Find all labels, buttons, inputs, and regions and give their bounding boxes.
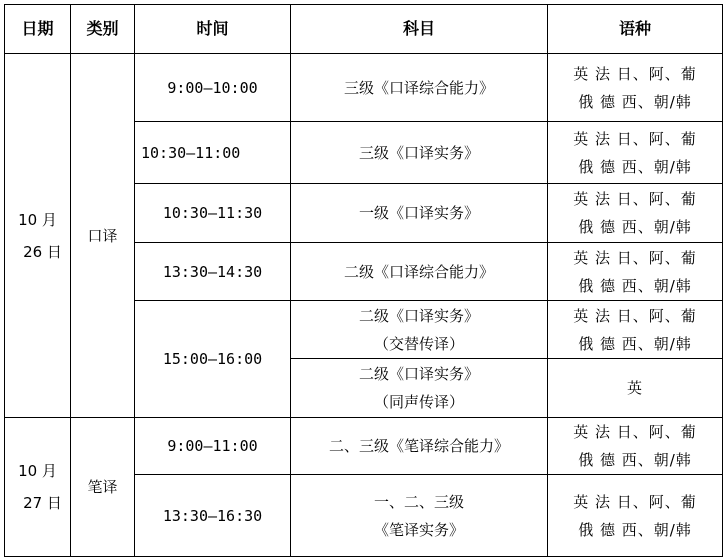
subject-cell xyxy=(291,301,548,359)
language-line: 英 法 日、阿、葡 xyxy=(573,248,697,267)
subject-cell xyxy=(291,54,548,122)
language-line: 英 法 日、阿、葡 xyxy=(573,492,697,511)
date-day: 27 日 xyxy=(23,494,62,512)
subject-note: （同声传译） xyxy=(373,393,464,411)
date-cell-oct-26 xyxy=(5,54,71,418)
subject-text: 一、二、三级 xyxy=(373,492,464,511)
subject-note: 《笔译实务》 xyxy=(373,520,464,539)
subject-text: 二级《口译综合能力》 xyxy=(343,262,494,281)
language-cell xyxy=(548,184,723,243)
date-day: 26 日 xyxy=(23,242,62,261)
subject-text: 二级《口译实务》 xyxy=(358,306,479,325)
table-row xyxy=(5,418,723,475)
time-cell: 9:00—10:00 xyxy=(135,54,291,122)
language-line: 俄 德 西、朝/韩 xyxy=(578,451,692,469)
time-cell: 15:00—16:00 xyxy=(135,301,291,418)
language-cell xyxy=(548,301,723,359)
language-cell xyxy=(548,475,723,557)
header-subject: 科目 xyxy=(291,5,548,54)
language-line: 英 xyxy=(626,379,643,397)
header-time: 时间 xyxy=(135,5,291,54)
subject-text: 三级《口译综合能力》 xyxy=(343,78,494,97)
time-cell: 10:30—11:00 xyxy=(135,122,291,184)
header-date: 日期 xyxy=(5,5,71,54)
time-cell: 13:30—14:30 xyxy=(135,243,291,301)
time-cell: 9:00—11:00 xyxy=(135,418,291,475)
subject-cell xyxy=(291,418,548,475)
table-row xyxy=(5,54,723,122)
language-line: 俄 德 西、朝/韩 xyxy=(578,334,692,353)
subject-cell xyxy=(291,359,548,418)
subject-cell xyxy=(291,243,548,301)
subject-cell xyxy=(291,475,548,557)
language-line: 英 法 日、阿、葡 xyxy=(573,129,697,148)
language-cell xyxy=(548,359,723,418)
header-row xyxy=(5,5,723,54)
language-cell xyxy=(548,54,723,122)
subject-text: 二、三级《笔译综合能力》 xyxy=(328,437,509,455)
exam-schedule-table xyxy=(4,4,723,557)
category-cell-translation: 笔译 xyxy=(71,418,135,557)
language-line: 俄 德 西、朝/韩 xyxy=(578,218,692,236)
language-line: 英 法 日、阿、葡 xyxy=(573,190,697,208)
time-cell: 10:30—11:30 xyxy=(135,184,291,243)
language-line: 俄 德 西、朝/韩 xyxy=(578,520,692,539)
language-line: 俄 德 西、朝/韩 xyxy=(578,92,692,111)
category-cell-interpretation: 口译 xyxy=(71,54,135,418)
date-month: 10 月 xyxy=(18,210,57,229)
language-line: 俄 德 西、朝/韩 xyxy=(578,276,692,295)
language-cell xyxy=(548,418,723,475)
language-line: 英 法 日、阿、葡 xyxy=(573,306,697,325)
language-line: 英 法 日、阿、葡 xyxy=(573,423,697,441)
subject-text: 二级《口译实务》 xyxy=(358,365,479,383)
subject-text: 三级《口译实务》 xyxy=(358,143,479,162)
language-line: 英 法 日、阿、葡 xyxy=(573,64,697,83)
subject-cell xyxy=(291,184,548,243)
language-cell xyxy=(548,122,723,184)
language-line: 俄 德 西、朝/韩 xyxy=(578,157,692,176)
subject-text: 一级《口译实务》 xyxy=(358,204,479,222)
date-cell-oct-27 xyxy=(5,418,71,557)
header-language: 语种 xyxy=(548,5,723,54)
time-cell: 13:30—16:30 xyxy=(135,475,291,557)
subject-cell xyxy=(291,122,548,184)
date-month: 10 月 xyxy=(18,462,57,480)
subject-note: （交替传译） xyxy=(373,334,464,353)
header-category: 类别 xyxy=(71,5,135,54)
language-cell xyxy=(548,243,723,301)
